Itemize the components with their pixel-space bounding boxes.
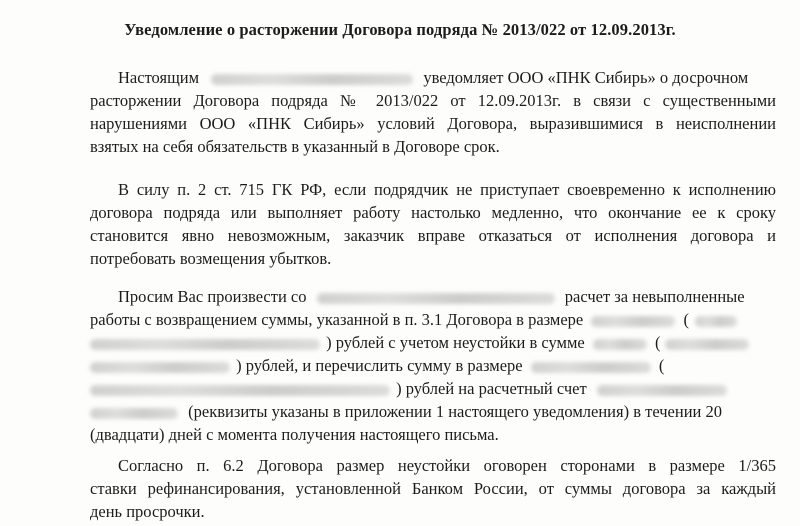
text-line: [90, 308, 776, 331]
text-line: нарушениями ООО «ПНК Сибирь» условий Договора, выразившимися в неисполнении: [90, 114, 776, 133]
text-fragment: (реквизиты указаны в приложении 1 настоящего уведомления) в течении 20: [188, 402, 722, 421]
redacted-amount-words: [90, 362, 230, 373]
text-line: становится явно невозможным, заказчик вправе отказаться от исполнения договора и: [90, 226, 776, 245]
text-line: В силу п. 2 ст. 715 ГК РФ, если подрядчик не приступает своевременно к исполнению: [118, 180, 776, 199]
text-fragment: уведомляет ООО «ПНК Сибирь» о досрочном: [423, 68, 749, 87]
text-fragment: ) рублей, и перечислить сумму в размере: [236, 356, 523, 375]
redacted-party-name: [211, 74, 413, 85]
text-line: [90, 285, 776, 308]
redacted-amount-words: [695, 316, 737, 327]
text-fragment: (: [658, 356, 665, 375]
redacted-amount: [591, 316, 675, 327]
text-line: Согласно п. 6.2 Договора размер неустойки оговорен сторонами в размере 1/365: [118, 456, 776, 475]
text-fragment: Настоящим: [118, 68, 200, 87]
text-line: день просрочки.: [90, 502, 205, 521]
text-fragment: работы с возвращением суммы, указанной в п. 3.1 Договора в размере: [90, 310, 584, 329]
text-line: договора подряда или выполняет работу настолько медленно, что окончание ее к сроку: [90, 203, 776, 222]
paragraph-notice: [90, 66, 776, 158]
text-line: (двадцати) дней с момента получения настоящего письма.: [90, 425, 499, 444]
document-title: Уведомление о расторжении Договора подряда № 2013/022 от 12.09.2013г.: [124, 20, 676, 39]
redacted-party-name: [317, 293, 555, 304]
redacted-amount-words: [90, 339, 320, 350]
redacted-account-number: [597, 385, 727, 396]
paragraph-legal-basis: [90, 178, 776, 270]
text-line: взятых на себя обязательств в указанный в Договоре срок.: [90, 137, 500, 156]
text-fragment: (: [683, 310, 690, 329]
redacted-amount: [593, 339, 647, 350]
text-line: [90, 354, 776, 377]
redacted-amount-words: [90, 385, 390, 396]
redacted-amount-words: [665, 339, 749, 350]
text-fragment: Просим Вас произвести со: [118, 287, 307, 306]
text-line: [90, 377, 776, 400]
text-fragment: ) рублей с учетом неустойки в сумме: [326, 333, 585, 352]
text-fragment: (: [655, 333, 661, 352]
text-fragment: расчет за невыполненные: [564, 287, 745, 306]
text-line: потребовать возмещения убытков.: [90, 249, 332, 268]
text-line: расторжении Договора подряда № 2013/022 от 12.09.2013г. в связи с существенными: [90, 91, 776, 110]
paragraph-request: [90, 285, 776, 446]
redacted-account-number: [90, 408, 178, 419]
redacted-amount: [531, 362, 651, 373]
text-line: [90, 66, 776, 89]
text-line: [90, 331, 776, 354]
text-fragment: ) рублей на расчетный счет: [396, 379, 587, 398]
text-line: [90, 400, 776, 423]
paragraph-penalty: [90, 454, 776, 523]
text-line: ставки рефинансирования, установленной Банком России, от суммы договора за каждый: [90, 479, 776, 498]
